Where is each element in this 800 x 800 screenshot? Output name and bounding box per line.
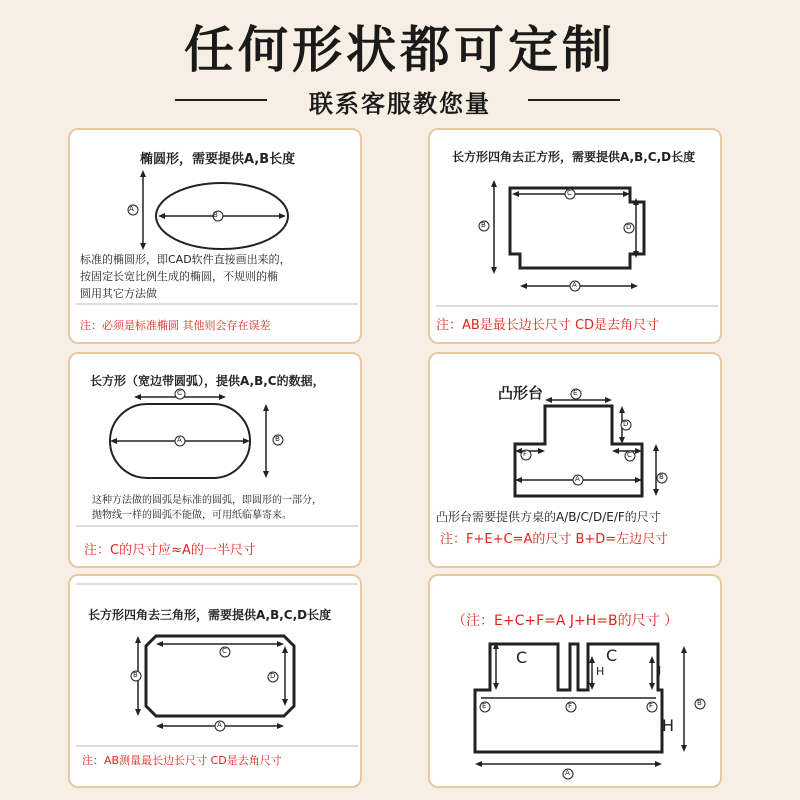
card-complex bbox=[428, 574, 722, 788]
stadium-label-c: C bbox=[177, 389, 182, 397]
complex-note: （注：E+C+F=A J+H=B的尺寸 ） bbox=[452, 613, 679, 629]
convex-label-d: D bbox=[623, 420, 629, 428]
rect-cut-heading: 长方形四角去正方形，需要提供A,B,C,D长度 bbox=[452, 150, 696, 164]
complex-label-h-large: H bbox=[662, 716, 675, 735]
convex-note: 注：F+E+C=A的尺寸 B+D=左边尺寸 bbox=[440, 532, 669, 547]
convex-heading: 凸形台 bbox=[498, 384, 544, 402]
convex-label-c: C bbox=[627, 451, 632, 459]
stadium-label-b: B bbox=[275, 435, 280, 443]
rect-cut-note: 注：AB是最长边长尺寸 CD是去角尺寸 bbox=[436, 318, 660, 333]
convex-label-b: B bbox=[659, 473, 664, 481]
octagon-note: 注：AB测量最长边长尺寸 CD是去角尺寸 bbox=[82, 754, 282, 767]
ellipse-label-b: B bbox=[213, 211, 218, 219]
convex-desc: 凸形台需要提供方桌的A/B/C/D/E/F的尺寸 bbox=[436, 510, 661, 524]
page-title: 任何形状都可定制 bbox=[184, 21, 616, 79]
ellipse-label-a: A bbox=[129, 205, 134, 213]
card-ellipse bbox=[68, 128, 362, 344]
complex-label-e: E bbox=[482, 702, 487, 710]
octagon-label-c: C bbox=[222, 647, 227, 655]
complex-label-c-right: C bbox=[606, 646, 618, 665]
card-octagon bbox=[68, 574, 362, 788]
octagon-label-a: A bbox=[217, 721, 222, 729]
convex-label-f: F bbox=[523, 450, 528, 458]
complex-label-c-left: C bbox=[516, 648, 528, 667]
ellipse-desc-3: 圆用其它方法做 bbox=[80, 287, 157, 300]
convex-label-a: A bbox=[575, 475, 580, 483]
ellipse-note: 注：必须是标准椭圆 其他则会存在误差 bbox=[80, 319, 271, 332]
rect-cut-label-d: D bbox=[626, 223, 632, 231]
subtitle-rule-right bbox=[528, 99, 620, 101]
card-stadium bbox=[68, 352, 362, 568]
complex-label-f-right: F bbox=[649, 702, 654, 710]
ellipse-desc-2: 按固定长宽比例生成的椭圆，不规则的椭 bbox=[80, 270, 278, 283]
stadium-note: 注：C的尺寸应≈A的一半尺寸 bbox=[84, 543, 256, 558]
octagon-label-d: D bbox=[270, 672, 276, 680]
complex-label-a: A bbox=[565, 769, 570, 777]
rect-cut-label-a: A bbox=[572, 281, 577, 289]
stadium-desc-2: 抛物线一样的圆弧不能做，可用纸临摹寄来。 bbox=[92, 510, 292, 521]
complex-label-b: B bbox=[697, 699, 702, 707]
card-convex bbox=[428, 352, 722, 568]
convex-label-e: E bbox=[573, 389, 578, 397]
stadium-heading: 长方形（宽边带圆弧），提供A,B,C的数据， bbox=[90, 374, 325, 388]
octagon-label-b: B bbox=[133, 671, 138, 679]
complex-label-h-small: H bbox=[596, 665, 605, 678]
complex-label-j: J bbox=[658, 664, 662, 677]
complex-diagram bbox=[430, 576, 722, 788]
octagon-heading: 长方形四角去三角形，需要提供A,B,C,D长度 bbox=[88, 608, 332, 622]
page-subtitle: 联系客服教您量 bbox=[309, 90, 491, 118]
stadium-desc-1: 这种方法做的圆弧是标准的圆弧，即圆形的一部分， bbox=[92, 495, 322, 506]
subtitle-row bbox=[0, 84, 800, 118]
rect-cut-label-c: C bbox=[567, 189, 572, 197]
stadium-label-a: A bbox=[177, 436, 182, 444]
ellipse-heading: 椭圆形，需要提供A,B长度 bbox=[140, 152, 296, 167]
card-rect-cut bbox=[428, 128, 722, 344]
complex-label-f-mid: F bbox=[568, 702, 573, 710]
rect-cut-label-b: B bbox=[481, 221, 486, 229]
ellipse-desc-1: 标准的椭圆形，即CAD软件直接画出来的， bbox=[80, 253, 291, 266]
